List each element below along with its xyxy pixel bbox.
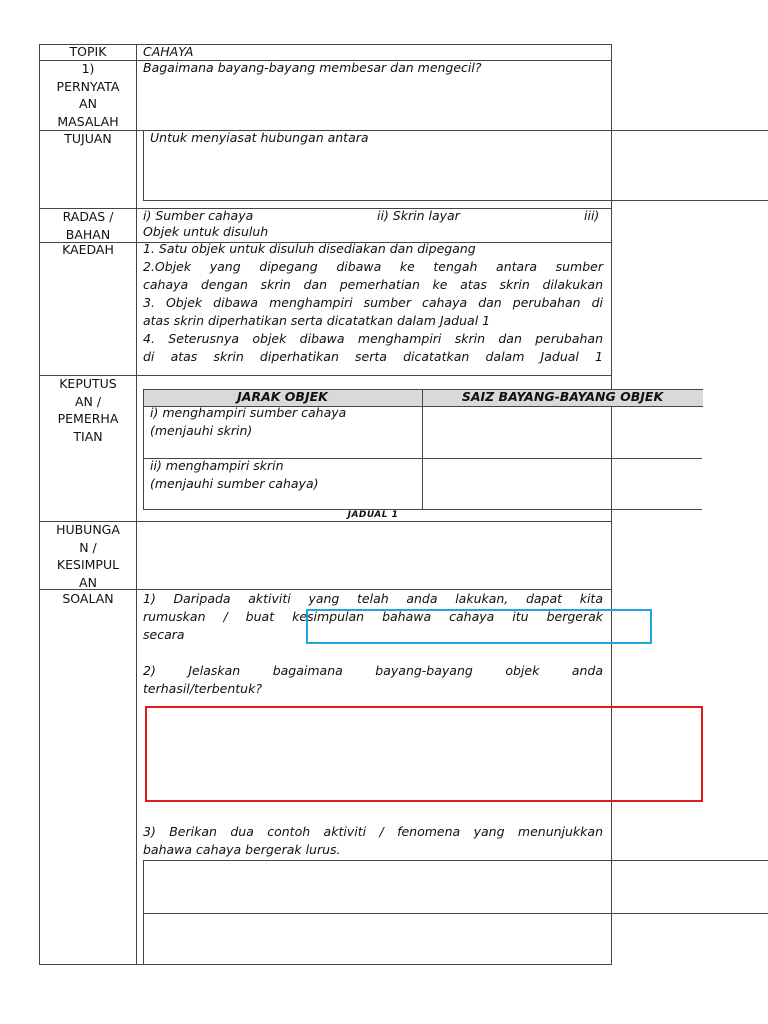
label-line: KESIMPUL [56, 557, 120, 572]
kaedah-steps [143, 240, 603, 366]
topik-value: CAHAYA [143, 44, 194, 59]
radas-item-1: i) Sumber cahaya [143, 208, 254, 223]
label-soalan: SOALAN [62, 591, 114, 606]
label-line: PEMERHA [57, 411, 119, 426]
label-radas-bahan [40, 208, 136, 243]
label-line: AN [79, 96, 97, 111]
label-column-divider [136, 44, 137, 964]
question-line: 2) Jelaskan bagaimana bayang-bayang objek anda [143, 663, 603, 678]
table-row-1-jarak [150, 404, 346, 440]
radas-item-2: ii) Skrin layar [377, 208, 460, 223]
label-line: RADAS / [62, 209, 114, 224]
radas-item-3-text: Objek untuk disuluh [143, 224, 269, 239]
table-left-border [143, 389, 144, 509]
label-line: N / [79, 539, 97, 555]
label-line: AN [79, 574, 97, 590]
label-line: BAHAN [65, 226, 111, 242]
label-line: MASALAH [57, 113, 119, 129]
table-cell-line: i) menghampiri sumber cahaya [150, 405, 347, 420]
kaedah-line: di atas skrin diperhatikan serta dicatatkan dalam Jadual 1 [143, 349, 603, 364]
label-topik: TOPIK [69, 44, 107, 59]
kaedah-line: 1. Satu objek untuk disuluh disediakan dan dipegang [143, 241, 476, 256]
pernyataan-value: Bagaimana bayang-bayang membesar dan mengecil? [143, 60, 482, 75]
table-caption: JADUAL 1 [347, 510, 399, 520]
label-pernyataan-masalah [40, 60, 136, 130]
label-line: AN / [74, 393, 102, 409]
label-kaedah: KAEDAH [62, 242, 114, 257]
outer-border-bottom [39, 964, 612, 965]
answer-area-3b [143, 913, 612, 964]
label-hubungan [40, 521, 136, 591]
question-2 [143, 662, 603, 698]
table-header-saiz: SAIZ BAYANG-BAYANG OBJEK [461, 389, 664, 404]
question-line: 3) Berikan dua contoh aktiviti / fenomena yang menunjukkan [143, 824, 603, 839]
question-3 [143, 823, 603, 859]
kaedah-line: 2.Objek yang dipegang dibawa ke tengah antara sumber [143, 259, 603, 274]
question-line: rumuskan / buat kesimpulan bahawa cahaya itu bergerak [143, 609, 603, 624]
table-row-2-jarak [150, 457, 319, 493]
question-line: bahawa cahaya bergerak lurus. [143, 842, 341, 857]
table-cell-line: (menjauhi sumber cahaya) [150, 476, 319, 491]
table-cell-line: ii) menghampiri skrin [150, 458, 284, 473]
radas-item-3: iii) [584, 208, 600, 223]
kaedah-line: 4. Seterusnya objek dibawa menghampiri skrin dan perubahan [143, 331, 603, 346]
table-header-jarak: JARAK OBJEK [237, 389, 328, 404]
question-line: secara [143, 627, 185, 642]
label-keputusan [40, 375, 136, 445]
label-line: 1) [81, 61, 95, 76]
label-tujuan: TUJUAN [64, 131, 112, 146]
question-line: terhasil/terbentuk? [143, 681, 262, 696]
answer-box-q1[interactable] [306, 609, 652, 644]
answer-area-3a [143, 860, 768, 914]
table-cell-line: (menjauhi skrin) [150, 423, 253, 438]
label-line: PERNYATA [56, 78, 120, 94]
label-line: HUBUNGA [56, 522, 120, 537]
kaedah-line: atas skrin diperhatikan serta dicatatkan dalam Jadual 1 [143, 313, 491, 328]
kaedah-line: cahaya dengan skrin dan pemerhatian ke atas skrin dilakukan [143, 277, 603, 292]
answer-box-q2[interactable] [145, 706, 703, 802]
table-col-divider [422, 389, 423, 509]
question-line: 1) Daripada aktiviti yang telah anda lakukan, dapat kita [143, 591, 603, 606]
label-line: KEPUTUS [59, 376, 117, 391]
tujuan-extension-line [611, 200, 768, 201]
label-line: TIAN [73, 428, 103, 444]
kaedah-line: 3. Objek dibawa menghampiri sumber cahaya dan perubahan di [143, 295, 603, 310]
outer-border-left [39, 44, 40, 964]
tujuan-value[interactable]: Untuk menyiasat hubungan antara [150, 130, 369, 145]
